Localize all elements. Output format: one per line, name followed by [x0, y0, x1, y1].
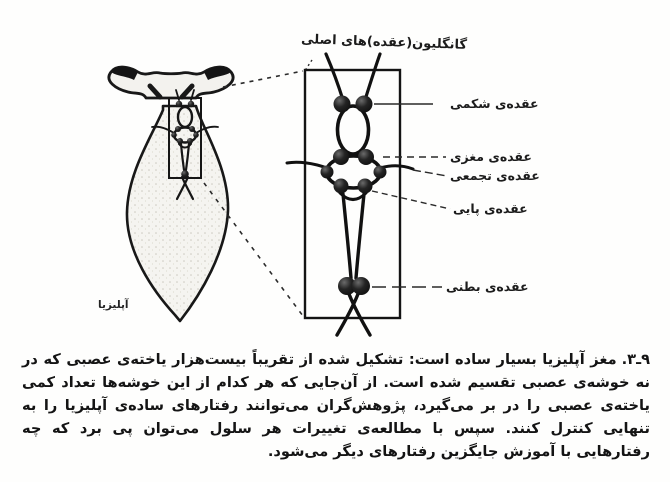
- label-ganglion-maghzi: عقده‌ی مغزی: [450, 149, 532, 164]
- label-leader-lines: [372, 104, 450, 287]
- figure-caption: [22, 348, 650, 463]
- figure-caption-text: مغز آپلیزیا بسیار ساده است: تشکیل شده از تقریباً بیست‌هزار یاخته‌ی عصبی که در نه خوشه‌ی عصبی تقسیم شده است. از آن‌جایی که هر کدام از این خوشه‌ها تعداد کمی یاخته‌ی عصبی را در بر می‌گیرد، پژوهش‌گران می‌توانند رفتارهای ساده‌ی آپلیزیا را به تنهایی کنترل کنند. سپس با مطالعه‌ی تغییرات هر سلول می‌توان پی برد که چه رفتارهایی با آموزش جایگزین رفتارهای دیگر می‌شود.: [22, 351, 650, 460]
- ganglia-dots: [321, 96, 387, 296]
- animal-name-label: آپلیزیا: [98, 299, 129, 311]
- aplysia-body-outline: [109, 67, 233, 321]
- aplysia-body: [127, 106, 228, 321]
- label-ganglion-tajamoi: عقده‌ی تجمعی: [450, 168, 540, 183]
- figure-number: ۹ـ۳.: [621, 351, 650, 368]
- callout-title: گانگلیون(عقده)های اصلی: [300, 32, 468, 53]
- label-ganglion-batni: عقده‌ی بطنی: [446, 279, 529, 294]
- magnified-ganglia-box: [287, 54, 413, 335]
- label-ganglion-payi: عقده‌ی پایی: [453, 201, 528, 216]
- label-ganglion-shekami: عقده‌ی شکمی: [450, 96, 539, 111]
